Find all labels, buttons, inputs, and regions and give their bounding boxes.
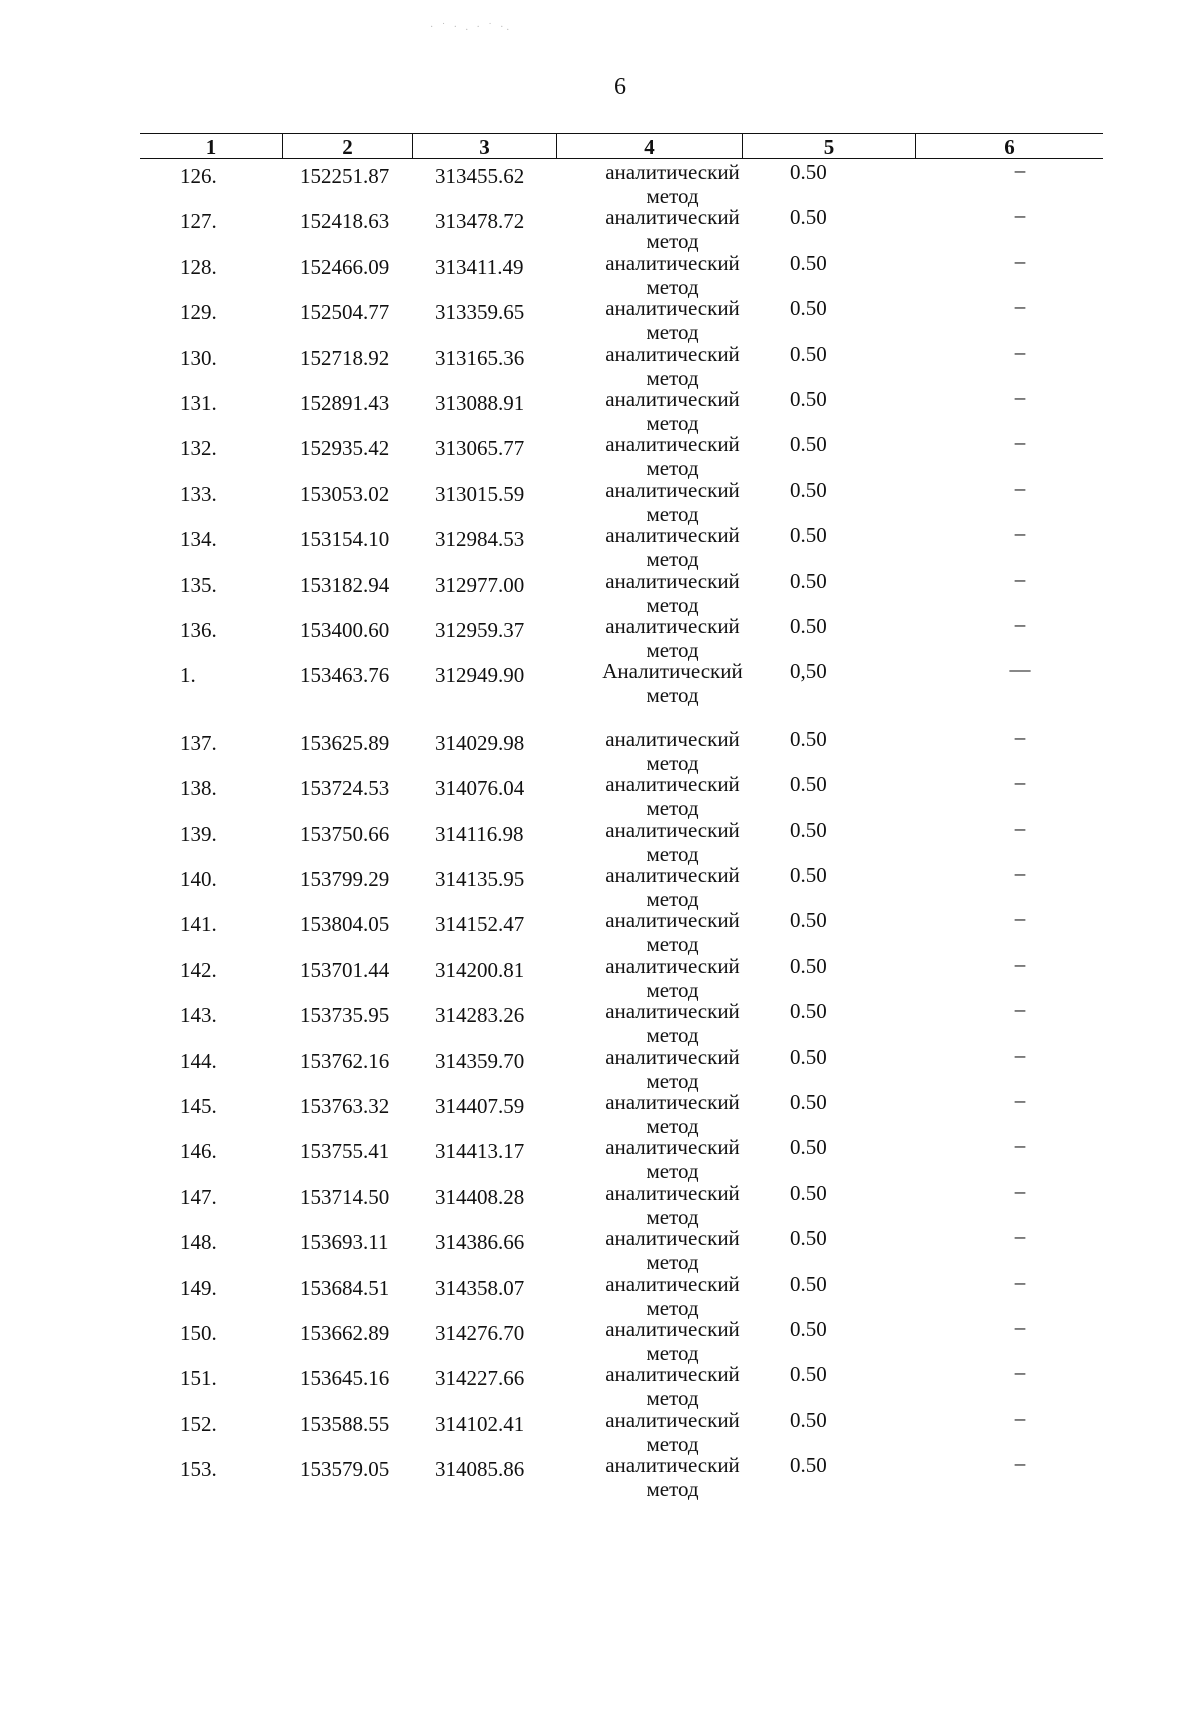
accuracy-value: 0.50 — [790, 1407, 827, 1432]
method — [565, 1226, 780, 1274]
method-line-2: метод — [646, 1023, 699, 1048]
accuracy-value: 0.50 — [790, 1044, 827, 1069]
method-line-2: метод — [646, 365, 699, 390]
coord-y: 313015.59 — [435, 481, 525, 506]
empty-dash: – — [1014, 385, 1026, 409]
method-line-2: метод — [646, 184, 699, 208]
point-number: 136. — [180, 618, 217, 642]
method-line-1: аналитический — [605, 523, 740, 548]
coord-x: 153724.53 — [300, 776, 390, 801]
method-line-2: метод — [646, 1341, 699, 1365]
point-number: 143. — [180, 1003, 217, 1028]
method — [565, 1045, 780, 1093]
table-row — [140, 614, 1103, 664]
table-row — [140, 296, 1103, 346]
method — [565, 1408, 780, 1456]
coord-y: 313455.62 — [435, 164, 525, 188]
method-line-2: метод — [646, 1386, 699, 1411]
scan-noise: · ˙ · . · ˙ ·. — [430, 22, 512, 33]
table-row — [140, 160, 1103, 210]
table-row — [140, 523, 1103, 573]
method — [565, 1362, 780, 1410]
method-line-1: аналитический — [605, 1135, 740, 1160]
coord-y: 314358.07 — [435, 1275, 525, 1300]
accuracy-value: 0.50 — [790, 1180, 827, 1205]
coord-x: 153154.10 — [300, 527, 390, 552]
point-number: 129. — [180, 300, 217, 325]
method-line-1: Аналитический — [602, 659, 743, 684]
point-number: 152. — [180, 1411, 217, 1436]
coord-x: 153735.95 — [300, 1003, 390, 1028]
coord-y: 314227.66 — [435, 1366, 525, 1391]
coord-y: 314200.81 — [435, 957, 525, 982]
method-line-1: аналитический — [605, 432, 740, 457]
accuracy-value: 0.50 — [790, 726, 827, 751]
method — [565, 614, 780, 662]
point-number: 139. — [180, 821, 217, 846]
coord-y: 312984.53 — [435, 527, 525, 552]
method-line-1: аналитический — [605, 387, 740, 411]
table-row — [140, 1269, 1103, 1322]
coord-y: 314029.98 — [435, 730, 525, 755]
coord-x: 153400.60 — [300, 618, 390, 642]
coord-x: 153588.55 — [300, 1411, 390, 1436]
method — [565, 523, 780, 571]
method-line-2: метод — [646, 683, 699, 708]
empty-dash: – — [1014, 1315, 1026, 1339]
method-line-2: метод — [646, 1159, 699, 1184]
table-row — [140, 1135, 1103, 1185]
empty-dash: – — [1014, 203, 1026, 228]
method-line-2: метод — [646, 501, 699, 526]
point-number: 132. — [180, 436, 217, 461]
empty-dash: – — [1014, 861, 1026, 885]
method-line-1: аналитический — [605, 250, 740, 275]
method-line-2: метод — [646, 977, 699, 1002]
method-line-2: метод — [646, 1295, 699, 1320]
table-row — [140, 1405, 1103, 1458]
method-line-1: аналитический — [605, 863, 740, 887]
point-number: 135. — [180, 572, 217, 597]
coord-y: 313088.91 — [435, 391, 525, 415]
method-line-1: аналитический — [605, 726, 740, 751]
coord-y: 314386.66 — [435, 1230, 525, 1255]
empty-dash: – — [1014, 815, 1026, 840]
method-line-2: метод — [646, 456, 699, 481]
empty-dash: – — [1014, 248, 1026, 273]
empty-dash: – — [1014, 294, 1026, 319]
empty-dash: – — [1014, 1178, 1026, 1203]
accuracy-value: 0.50 — [790, 341, 827, 366]
header-col-2: 2 — [282, 134, 412, 158]
coord-x: 153645.16 — [300, 1366, 390, 1391]
coord-x: 153463.76 — [300, 663, 390, 688]
empty-dash: – — [1014, 906, 1026, 931]
method — [565, 659, 780, 707]
coord-x: 152418.63 — [300, 209, 390, 234]
method-line-1: аналитический — [605, 999, 740, 1024]
table-row — [140, 659, 1103, 709]
point-number: 146. — [180, 1139, 217, 1164]
coord-y: 314135.95 — [435, 867, 525, 891]
method-line-2: метод — [646, 274, 699, 299]
coord-y: 313165.36 — [435, 345, 525, 370]
point-number: 133. — [180, 481, 217, 506]
method-line-1: аналитический — [605, 1407, 740, 1432]
accuracy-value: 0.50 — [790, 250, 827, 275]
coord-y: 314152.47 — [435, 912, 525, 937]
method-line-1: аналитический — [605, 296, 740, 321]
table-row — [140, 908, 1103, 958]
accuracy-value: 0.50 — [790, 387, 827, 411]
method-line-2: метод — [646, 1068, 699, 1093]
method-line-2: метод — [646, 1114, 699, 1138]
coord-y: 314407.59 — [435, 1094, 525, 1118]
coord-x: 153693.11 — [300, 1230, 389, 1255]
point-number: 142. — [180, 957, 217, 982]
method — [565, 1317, 780, 1365]
point-number: 126. — [180, 164, 217, 188]
method — [565, 569, 780, 617]
method-line-1: аналитический — [605, 1271, 740, 1296]
method — [565, 296, 780, 344]
table-row — [140, 1453, 1103, 1503]
method-line-1: аналитический — [605, 1090, 740, 1114]
point-number: 141. — [180, 912, 217, 937]
empty-dash: – — [1014, 770, 1026, 795]
method-line-1: аналитический — [605, 1317, 740, 1341]
coord-y: 314359.70 — [435, 1048, 525, 1073]
method-line-2: метод — [646, 796, 699, 821]
method-line-2: метод — [646, 229, 699, 254]
table-row — [140, 1090, 1103, 1140]
accuracy-value: 0.50 — [790, 523, 827, 548]
accuracy-value: 0.50 — [790, 908, 827, 933]
accuracy-value: 0.50 — [790, 863, 827, 887]
point-number: 151. — [180, 1366, 217, 1391]
method — [565, 160, 780, 208]
accuracy-value: 0.50 — [790, 432, 827, 457]
empty-dash: – — [1014, 521, 1026, 546]
empty-dash: – — [1014, 997, 1026, 1022]
method-line-1: аналитический — [605, 1453, 740, 1478]
table-row — [140, 475, 1103, 528]
empty-dash: – — [1014, 612, 1026, 636]
accuracy-value: 0.50 — [790, 1317, 827, 1341]
method — [565, 1135, 780, 1183]
empty-dash: – — [1014, 1133, 1026, 1158]
empty-dash: – — [1014, 1088, 1026, 1112]
header-col-5: 5 — [742, 134, 915, 158]
coord-y: 314408.28 — [435, 1184, 525, 1209]
method — [565, 342, 780, 390]
table-row — [140, 1362, 1103, 1412]
table-row — [140, 387, 1103, 437]
method — [565, 1181, 780, 1229]
point-number: 137. — [180, 730, 217, 755]
point-number: 147. — [180, 1184, 217, 1209]
empty-dash: – — [1014, 1269, 1026, 1294]
method-line-2: метод — [646, 1477, 699, 1502]
coord-x: 153714.50 — [300, 1184, 390, 1209]
coord-y: 312977.00 — [435, 572, 525, 597]
method-line-2: метод — [646, 411, 699, 435]
point-number: 1. — [180, 663, 196, 688]
accuracy-value: 0.50 — [790, 1226, 827, 1251]
accuracy-value: 0.50 — [790, 999, 827, 1024]
table-row — [140, 1226, 1103, 1276]
table-row — [140, 205, 1103, 255]
accuracy-value: 0.50 — [790, 614, 827, 638]
table-row — [140, 772, 1103, 822]
header-col-1: 1 — [205, 135, 217, 159]
coord-x: 153762.16 — [300, 1048, 390, 1073]
point-number: 131. — [180, 391, 217, 415]
coord-x: 152466.09 — [300, 254, 390, 279]
table-row — [140, 1178, 1103, 1231]
point-number: 140. — [180, 867, 217, 891]
coord-y: 312949.90 — [435, 663, 525, 688]
accuracy-value: 0.50 — [790, 205, 827, 230]
empty-dash: – — [1014, 1405, 1026, 1430]
accuracy-value: 0.50 — [790, 477, 827, 502]
coord-x: 152251.87 — [300, 164, 390, 188]
coord-x: 153662.89 — [300, 1321, 390, 1345]
point-number: 144. — [180, 1048, 217, 1073]
coord-x: 153684.51 — [300, 1275, 390, 1300]
accuracy-value: 0.50 — [790, 1135, 827, 1160]
accuracy-value: 0.50 — [790, 772, 827, 797]
coord-x: 153804.05 — [300, 912, 390, 937]
coord-y: 314413.17 — [435, 1139, 525, 1164]
method-line-2: метод — [646, 320, 699, 345]
method-line-2: метод — [646, 1431, 699, 1456]
method — [565, 251, 780, 299]
method — [565, 727, 780, 775]
method — [565, 387, 780, 435]
table-row — [140, 863, 1103, 913]
accuracy-value: 0.50 — [790, 1453, 827, 1478]
empty-dash: – — [1014, 1451, 1026, 1476]
accuracy-value: 0.50 — [790, 296, 827, 321]
method-line-1: аналитический — [605, 1362, 740, 1387]
method-line-1: аналитический — [605, 341, 740, 366]
method — [565, 1453, 780, 1501]
method-line-2: метод — [646, 887, 699, 911]
point-number: 149. — [180, 1275, 217, 1300]
point-number: 138. — [180, 776, 217, 801]
coord-x: 152935.42 — [300, 436, 390, 461]
table-row — [140, 724, 1103, 777]
coord-y: 314276.70 — [435, 1321, 525, 1345]
point-number: 145. — [180, 1094, 217, 1118]
method-line-2: метод — [646, 1204, 699, 1229]
method-line-2: метод — [646, 932, 699, 957]
empty-dash: – — [1014, 1360, 1026, 1385]
coord-y: 313065.77 — [435, 436, 525, 461]
method-line-2: метод — [646, 638, 699, 662]
table-header — [140, 133, 1103, 159]
method-line-2: метод — [646, 547, 699, 572]
method-line-1: аналитический — [605, 772, 740, 797]
table-row — [140, 951, 1103, 1004]
empty-dash: – — [1014, 475, 1026, 500]
coord-x: 152504.77 — [300, 300, 390, 325]
empty-dash: – — [1014, 566, 1026, 591]
method — [565, 478, 780, 526]
empty-dash: — — [1009, 657, 1031, 682]
table-row — [140, 815, 1103, 868]
table-row — [140, 1042, 1103, 1095]
method-line-1: аналитический — [605, 160, 740, 184]
coord-y: 314116.98 — [435, 821, 524, 846]
coord-y: 313359.65 — [435, 300, 525, 325]
method-line-1: аналитический — [605, 477, 740, 502]
empty-dash: – — [1014, 951, 1026, 976]
table-row — [140, 432, 1103, 482]
coord-y: 314283.26 — [435, 1003, 525, 1028]
point-number: 128. — [180, 254, 217, 279]
empty-dash: – — [1014, 724, 1026, 749]
table-row — [140, 999, 1103, 1049]
coord-y: 314102.41 — [435, 1411, 525, 1436]
coord-x: 153750.66 — [300, 821, 390, 846]
table-row — [140, 248, 1103, 301]
point-number: 130. — [180, 345, 217, 370]
coord-x: 153053.02 — [300, 481, 390, 506]
method-line-1: аналитический — [605, 1180, 740, 1205]
method-line-2: метод — [646, 750, 699, 775]
method-line-1: аналитический — [605, 568, 740, 593]
coord-x: 153579.05 — [300, 1457, 390, 1482]
method-line-2: метод — [646, 592, 699, 617]
empty-dash: – — [1014, 430, 1026, 455]
header-col-3: 3 — [412, 134, 556, 158]
method-line-1: аналитический — [605, 908, 740, 933]
coord-x: 153182.94 — [300, 572, 390, 597]
point-number: 150. — [180, 1321, 217, 1345]
point-number: 148. — [180, 1230, 217, 1255]
method — [565, 1272, 780, 1320]
method — [565, 205, 780, 253]
coord-x: 152718.92 — [300, 345, 390, 370]
method — [565, 818, 780, 866]
accuracy-value: 0.50 — [790, 1090, 827, 1114]
coord-x: 153755.41 — [300, 1139, 390, 1164]
method — [565, 1090, 780, 1138]
accuracy-value: 0.50 — [790, 160, 827, 184]
method-line-1: аналитический — [605, 614, 740, 638]
table-row — [140, 339, 1103, 392]
page-number: 6 — [614, 74, 626, 100]
empty-dash: – — [1014, 1224, 1026, 1249]
accuracy-value: 0.50 — [790, 1271, 827, 1296]
accuracy-value: 0.50 — [790, 817, 827, 842]
accuracy-value: 0,50 — [790, 659, 827, 684]
method-line-1: аналитический — [605, 1226, 740, 1251]
coord-y: 312959.37 — [435, 618, 525, 642]
header-col-4: 4 — [556, 134, 742, 158]
method-line-1: аналитический — [605, 817, 740, 842]
method-line-1: аналитический — [605, 205, 740, 230]
coord-x: 153799.29 — [300, 867, 390, 891]
accuracy-value: 0.50 — [790, 1362, 827, 1387]
header-col-6: 6 — [915, 134, 1103, 158]
coord-x: 153625.89 — [300, 730, 390, 755]
coord-x: 153701.44 — [300, 957, 390, 982]
point-number: 127. — [180, 209, 217, 234]
method — [565, 772, 780, 820]
method-line-2: метод — [646, 1250, 699, 1275]
table-row — [140, 1317, 1103, 1367]
accuracy-value: 0.50 — [790, 568, 827, 593]
method — [565, 863, 780, 911]
accuracy-value: 0.50 — [790, 953, 827, 978]
empty-dash: – — [1014, 339, 1026, 364]
method-line-2: метод — [646, 841, 699, 866]
table-row — [140, 566, 1103, 619]
coord-y: 313411.49 — [435, 254, 524, 279]
method — [565, 954, 780, 1002]
empty-dash: – — [1014, 1042, 1026, 1067]
coord-x: 153763.32 — [300, 1094, 390, 1118]
point-number: 153. — [180, 1457, 217, 1482]
method-line-1: аналитический — [605, 1044, 740, 1069]
coord-y: 314076.04 — [435, 776, 525, 801]
method-line-1: аналитический — [605, 953, 740, 978]
coord-x: 152891.43 — [300, 391, 390, 415]
method — [565, 999, 780, 1047]
coord-y: 314085.86 — [435, 1457, 525, 1482]
method — [565, 432, 780, 480]
empty-dash: – — [1014, 158, 1026, 182]
point-number: 134. — [180, 527, 217, 552]
method — [565, 908, 780, 956]
coord-y: 313478.72 — [435, 209, 525, 234]
